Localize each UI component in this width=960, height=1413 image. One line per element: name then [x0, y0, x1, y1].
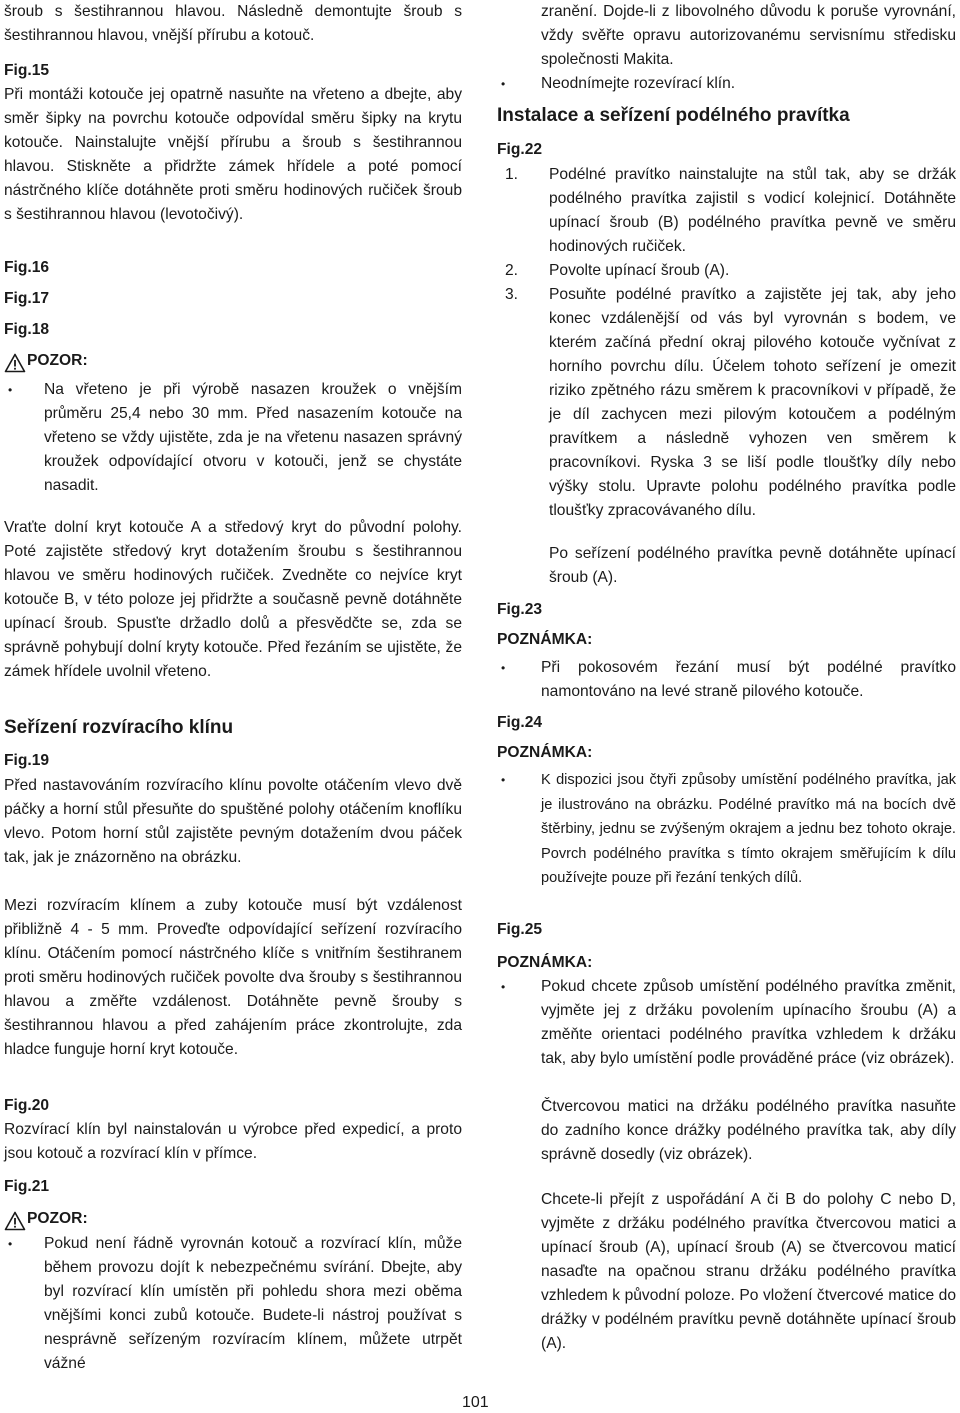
step-number: 1. — [505, 166, 519, 183]
step-3 — [497, 283, 956, 523]
note-1-list-item — [497, 656, 956, 704]
caution-2-list-item — [4, 1232, 462, 1376]
fig20-label: Fig.20 — [4, 1097, 50, 1114]
list-item-text: K dispozici jsou čtyři způsoby umístění podélného pravítka, jak je ilustrováno na obrázku. Podélné pravítko má na bocích dvě štěrbiny, jednu se zvýšeným okrajem a jednu bez tohoto okraje. Povrch podélného pravítka s tímto okrajem směřujícím k dílu používejte pouze při řezání tenkých dílů. — [541, 772, 956, 886]
bullet-dot: • — [501, 980, 506, 994]
paragraph-text: Vraťte dolní kryt kotouče A a středový kryt do původní polohy. Poté zajistěte středový kryt dotažením šroubu s šestihrannou hlavou ve směru hodinových ručiček. Zvedněte co nejvíce kryt kotouče B, v této poloze jej přidržte a současně pevně dotáhněte upínací šroub. Spusťte držadlo dolů a přesvědčte se, zda se správně pohybují dolní kryty kotouče. Před řezáním se ujistěte, že zámek hřídele uvolnil vřeteno. — [4, 519, 462, 680]
step-number: 3. — [505, 286, 519, 303]
note-heading-2: POZNÁMKA: — [497, 744, 593, 761]
note-3-list-item — [497, 975, 956, 1071]
list-item-text: Neodnímejte rozevírací klín. — [541, 75, 736, 92]
paragraph-text: šroub s šestihrannou hlavou. Následně demontujte šroub s šestihrannou hlavou, vnější přírubu a kotouč. — [4, 3, 462, 44]
fig21-label: Fig.21 — [4, 1178, 50, 1195]
warning-triangle-icon — [4, 353, 26, 373]
step-text: Posuňte podélné pravítko a zajistěte jej tak, aby jeho konec vzdálenější od vás byl vyrovnán s bodem, ve kterém začíná přední okraj pilového kotouče vyčnívat z horního povrchu dílu. Účelem tohoto seřízení je omezit riziko zpětného rázu směrem k pracovníkovi v případě, že je díl zachycen mezi pilovým kotoučem a podélným pravítkem a následně vyhozen ven směrem k pracovníkovi. Ryska 3 se liší podle tloušťky díly nebo výšky stolu. Upravte polohu podélného pravítka podle tloušťky zpracovávaného dílu. — [549, 286, 956, 519]
fig15-paragraph — [4, 83, 462, 227]
caution-1-list-item — [4, 378, 462, 498]
bullet-dot: • — [501, 773, 506, 787]
fig25-label: Fig.25 — [497, 921, 543, 938]
list-item-text: Při pokosovém řezání musí být podélné pravítko namontováno na levé straně pilového kotouče. — [541, 659, 956, 700]
paragraph-text: Rozvírací klín byl nainstalován u výrobce před expedicí, a proto jsou kotouč a rozvírací klín v přímce. — [4, 1121, 462, 1162]
fig19-paragraph-b — [4, 894, 462, 1062]
paragraph-text: Mezi rozvíracím klínem a zuby kotouče musí být vzdálenost přibližně 4 - 5 mm. Proveďte odpovídající seřízení rozvíracího klínu. Otáčením pomocí nástrčného klíče s vnitřním šestihranem proti směru hodinových ručiček povolte dva šrouby s šestihrannou hlavou a změřte vzdálenost. Dotáhněte pevně šrouby s šestihrannou hlavou a před zahájením práce zkontrolujte, zda hladce funguje horní kryt kotouče. — [4, 897, 462, 1058]
fig24-label: Fig.24 — [497, 714, 543, 731]
fig17-label: Fig.17 — [4, 290, 50, 307]
step-2 — [497, 259, 956, 283]
fig23-label: Fig.23 — [497, 601, 543, 618]
bullet-dot: • — [501, 77, 506, 91]
note-2-list-item — [497, 768, 956, 891]
paragraph-text: Při montáži kotouče jej opatrně nasuňte na vřeteno a dbejte, aby směr šipky na povrchu kotouče odpovídal směru šipky na krytu kotouče. Nainstalujte vnější přírubu a šroub s šestihrannou hlavou. Stiskněte a přidržte zámek hřídele a poté pomocí nástrčného klíče dotáhněte proti směru hodinových ručiček šroub s šestihrannou hlavou (levotočivý). — [4, 86, 462, 223]
fig15-label: Fig.15 — [4, 62, 50, 79]
section-heading-fence: Instalace a seřízení podélného pravítka — [497, 105, 850, 126]
fig19-label: Fig.19 — [4, 752, 50, 769]
list-item-2 — [497, 72, 956, 96]
warning-triangle-icon — [4, 1211, 26, 1231]
bullet-dot: • — [501, 661, 506, 675]
step-1 — [497, 163, 956, 259]
bullet-dot: • — [8, 383, 13, 397]
step-number: 2. — [505, 262, 519, 279]
section-heading-wedge: Seřízení rozvíracího klínu — [4, 717, 234, 738]
page-number: 101 — [462, 1394, 489, 1411]
list-item-text: Pokud není řádně vyrovnán kotouč a rozvírací klín, může během provozu dojít k nebezpečnému svírání. Dbejte, aby byl rozvírací klín umístěn při pohledu shora mezi oběma vnějšími konci zubů kotouče. Budete-li nástroj používat s nesprávně seřízeným rozvíracím klínem, můžete utrpět vážné — [44, 1235, 462, 1372]
paragraph-text: Chcete-li přejít z uspořádání A či B do polohy C nebo D, vyjměte z držáku podélného pravítka čtvercovou matici a upínací šroub (A), upínací šroub (A) se čtvercovou maticí nasaďte na opačnou stranu držáku podélného pravítka vzhledem k původní poloze. Po vložení čtvercové matice do drážky v podélném pravítku pevně dotáhněte upínací šroub (A). — [541, 1191, 956, 1352]
caution-title: POZOR: — [27, 1210, 88, 1227]
fig18-label: Fig.18 — [4, 321, 50, 338]
step-text: Podélné pravítko nainstalujte na stůl tak, aby se držák podélného pravítka zajistil s vodicí kolejnicí. Dotáhněte upínací šroub (B) podélného pravítka pevně ve směru hodinových ručiček. — [549, 166, 956, 255]
bullet-continuation — [497, 0, 956, 72]
caution-heading-1 — [4, 349, 462, 373]
note-heading-3: POZNÁMKA: — [497, 954, 593, 971]
fig16-label: Fig.16 — [4, 259, 50, 276]
note-3-paragraph-3 — [497, 1188, 956, 1356]
note-3-paragraph-2 — [497, 1095, 956, 1167]
caution-heading-2 — [4, 1207, 462, 1231]
paragraph-text: Před nastavováním rozvíracího klínu povolte otáčením vlevo dvě páčky a horní stůl přesuňte do spuštěné polohy otáčením knoflíku vlevo. Potom horní stůl zajistěte pevným dotažením dvou páček tak, jak je znázorněno na obrázku. — [4, 777, 462, 866]
step-3-followup — [497, 542, 956, 590]
fig19-paragraph-a — [4, 774, 462, 870]
fig22-label: Fig.22 — [497, 141, 543, 158]
list-item-text: zranění. Dojde-li z libovolného důvodu k poruše vyrovnání, vždy svěřte opravu autorizovanému servisnímu středisku společnosti Makita. — [541, 3, 956, 68]
note-heading-1: POZNÁMKA: — [497, 631, 593, 648]
fig20-paragraph — [4, 1118, 462, 1166]
list-item-text: Pokud chcete způsob umístění podélného pravítka změnit, vyjměte jej z držáku povolením upínacího šroubu (A) a změňte orientaci podélného pravítka vzhledem k držáku tak, aby bylo umístění podle prováděné práce (viz obrázek). — [541, 978, 956, 1067]
paragraph-text: Čtvercovou matici na držáku podélného pravítka nasuňte do zadního konce drážky podélného pravítka tak, aby díly správně dosedly (viz obrázek). — [541, 1098, 956, 1163]
step-text: Povolte upínací šroub (A). — [549, 262, 730, 279]
caution-title: POZOR: — [27, 352, 88, 369]
bullet-dot: • — [8, 1237, 13, 1251]
list-item-text: Na vřeteno je při výrobě nasazen kroužek o vnějším průměru 25,4 nebo 30 mm. Před nasazením kotouče na vřeteno se vždy ujistěte, zda je na vřetenu nasazen správný kroužek odpovídající otvoru v kotouči, jenž se chystáte nasadit. — [44, 381, 462, 494]
paragraph-text: Po seřízení podélného pravítka pevně dotáhněte upínací šroub (A). — [549, 545, 956, 586]
intro-paragraph — [4, 0, 462, 48]
after-caution-paragraph — [4, 516, 462, 684]
